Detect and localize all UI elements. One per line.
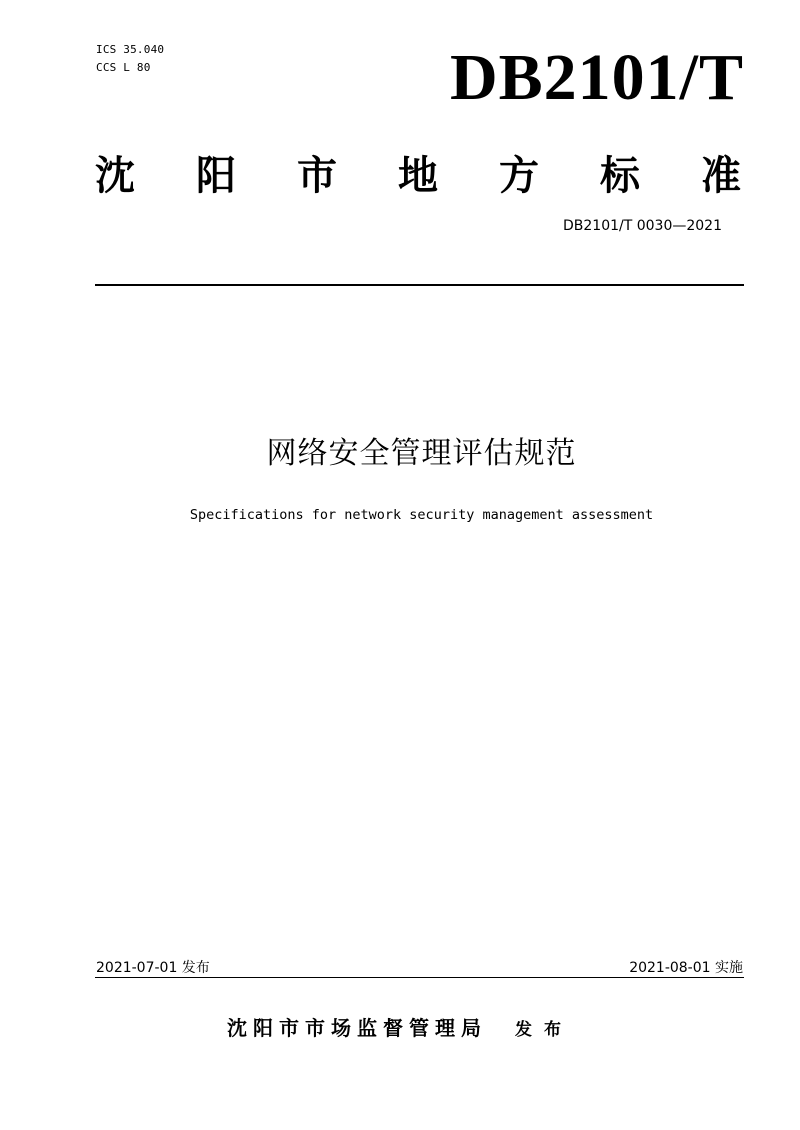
document-title: 网络安全管理评估规范	[266, 436, 577, 471]
standard-code-heading: DB2101/T	[449, 41, 744, 114]
publish-date: 2021-07-01 发布	[96, 960, 210, 976]
publisher-line	[0, 1014, 800, 1044]
ccs-code: CCS L 80	[96, 61, 151, 74]
standard-title-char: 阳	[196, 152, 236, 199]
implement-date: 2021-08-01 实施	[629, 960, 743, 976]
document-subtitle: Specifications for network security management assessment	[189, 507, 654, 523]
standard-number: DB2101/T 0030—2021	[563, 218, 722, 234]
standard-title-char: 地	[398, 152, 438, 199]
standard-title-char: 标	[600, 152, 640, 199]
publisher-action: 发布	[515, 1020, 573, 1040]
ics-code: ICS 35.040	[96, 43, 165, 56]
header-divider	[95, 284, 744, 286]
standard-title-char: 准	[701, 152, 741, 199]
publisher-organization: 沈阳市市场监督管理局	[227, 1016, 487, 1040]
standard-title-char: 方	[499, 152, 539, 199]
standard-category-title	[95, 148, 741, 204]
standard-title-char: 沈	[95, 152, 135, 199]
footer-divider	[95, 977, 744, 978]
standard-title-char: 市	[297, 152, 337, 199]
